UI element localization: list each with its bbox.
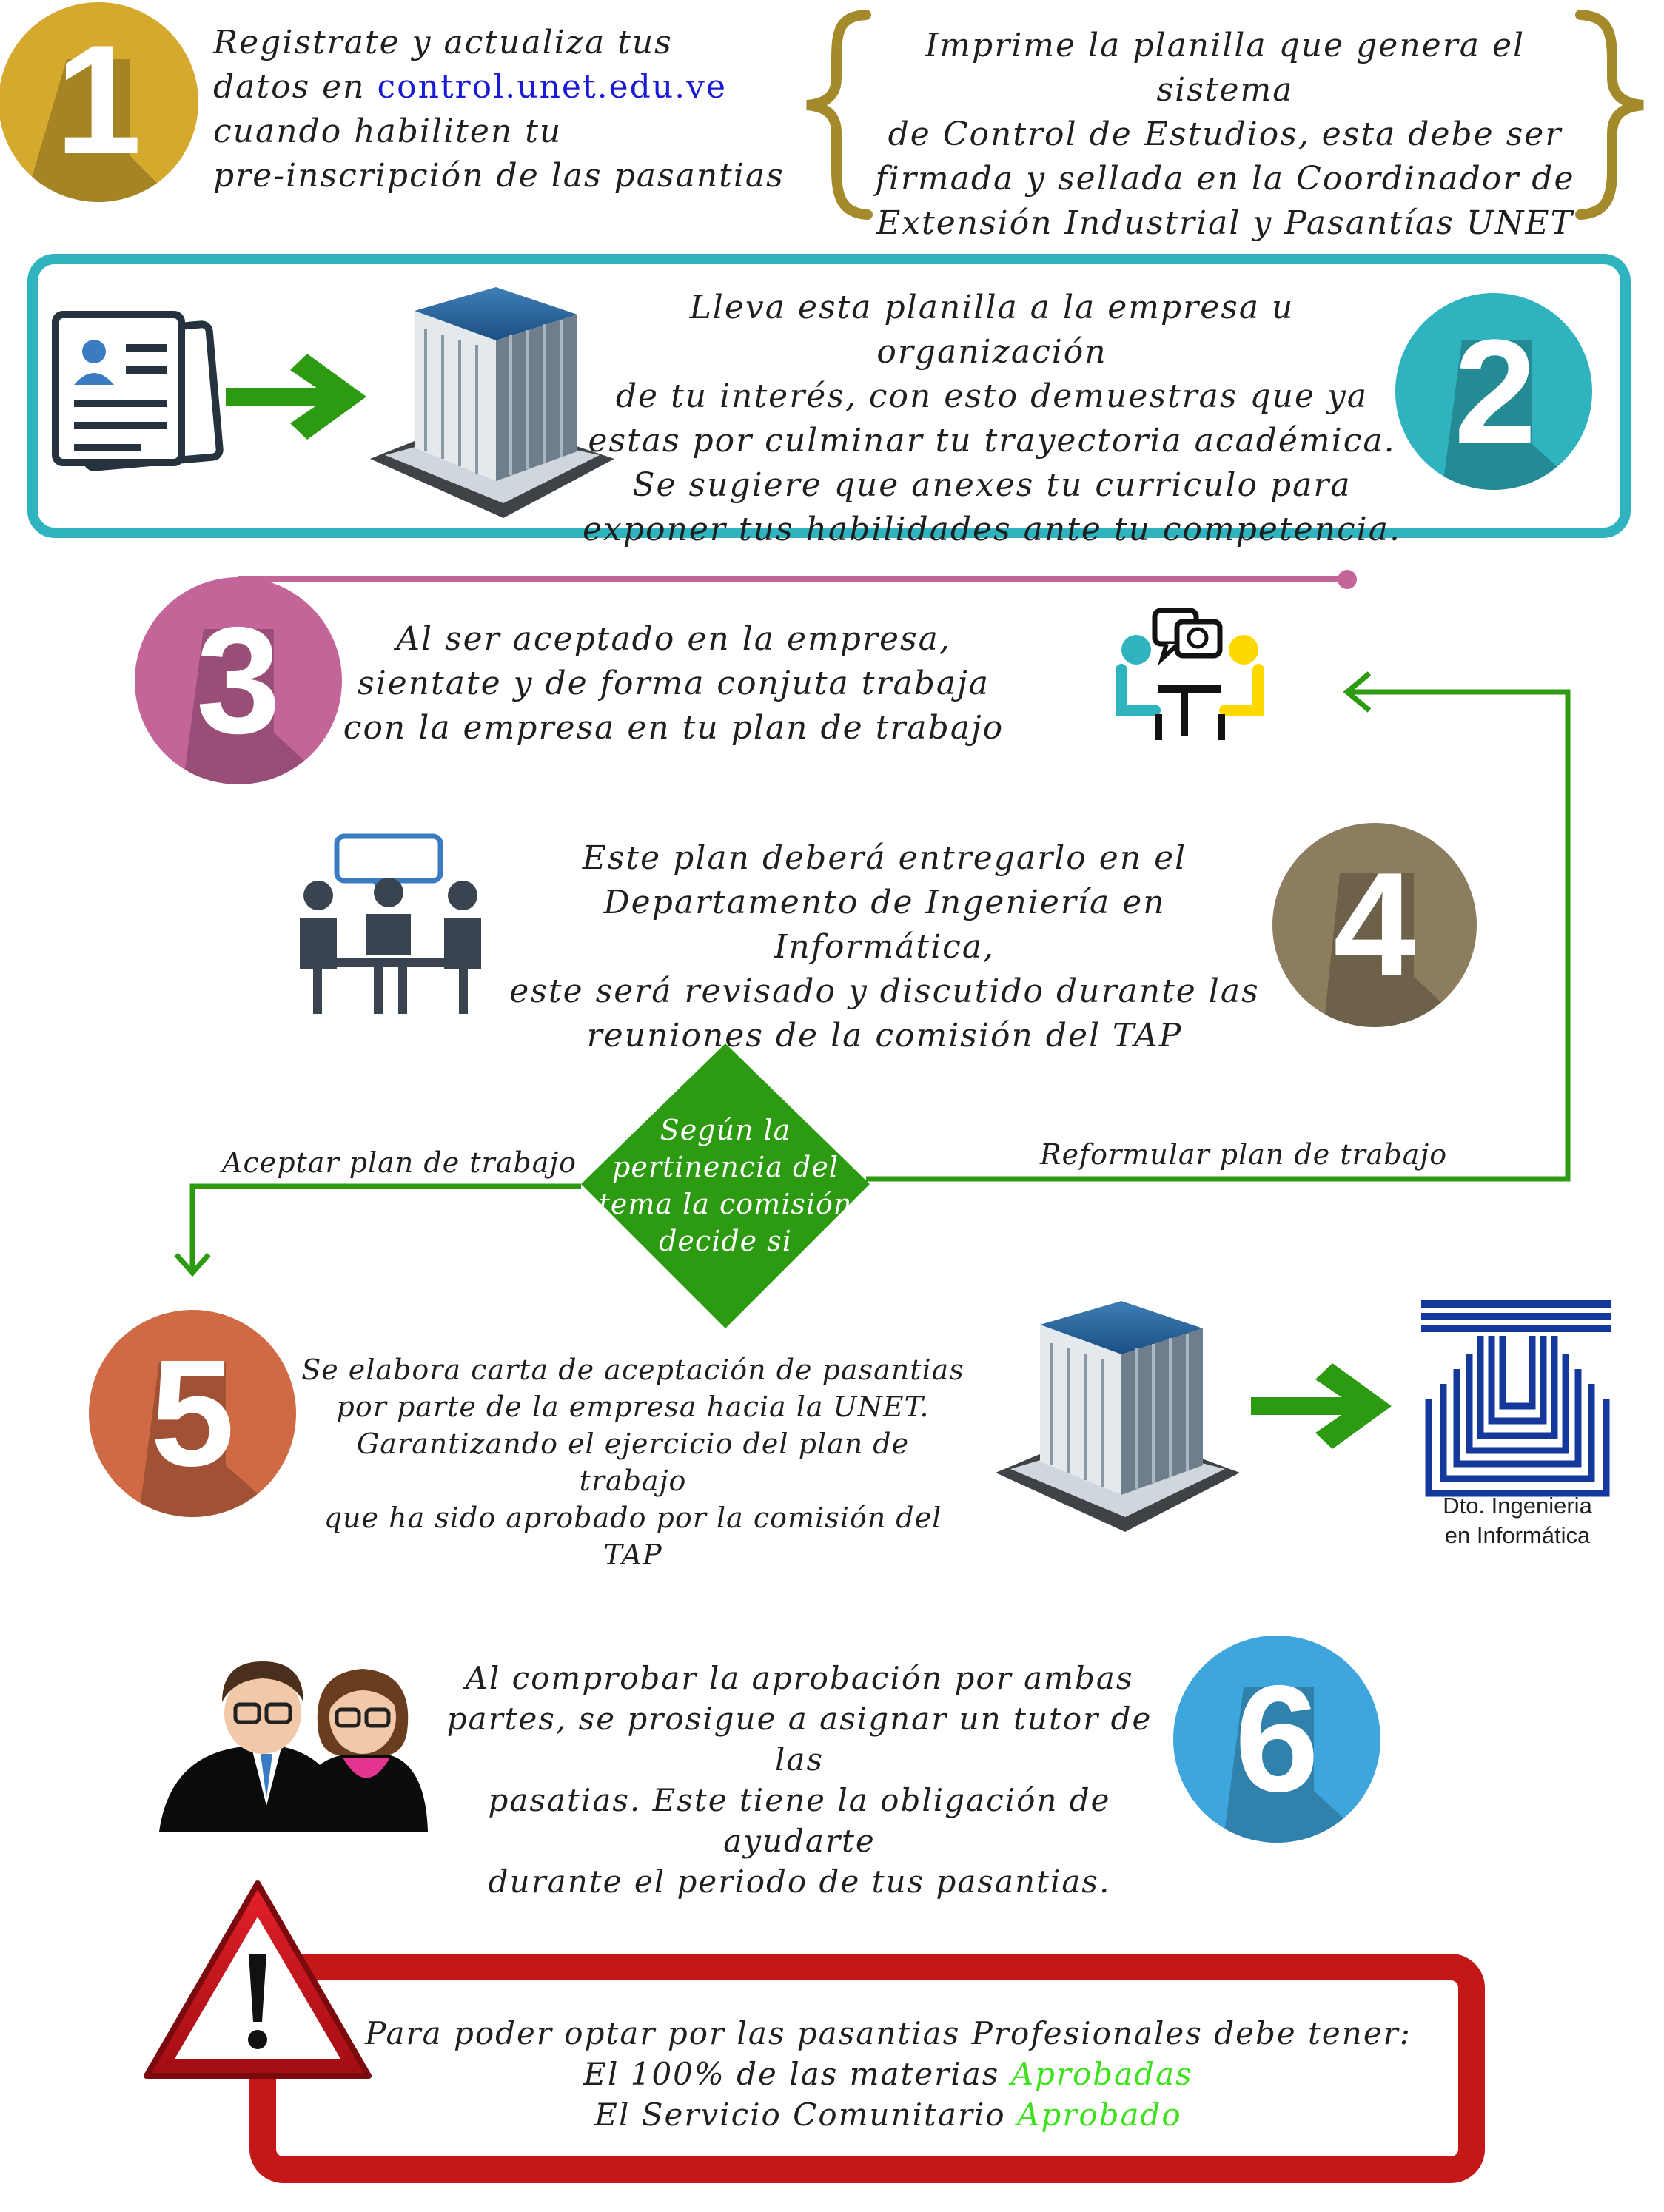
tutors-icon bbox=[159, 1661, 428, 1832]
warning-line1: Para poder optar por las pasantias Profesionales debe tener: bbox=[365, 2015, 1412, 2051]
step2-line: estas por culminar tu trayectoria académica. bbox=[588, 422, 1396, 460]
logo-caption bbox=[1414, 1491, 1621, 1550]
step3-connector bbox=[238, 570, 1357, 589]
accept-path bbox=[192, 1186, 581, 1269]
step4-number: 4 bbox=[1333, 842, 1416, 1007]
step3-line: Al ser aceptado en la empresa, bbox=[396, 620, 951, 658]
step2-line: Se sugiere que anexes tu curriculo para bbox=[632, 466, 1352, 504]
warning-text bbox=[363, 2013, 1414, 2135]
print-note-line: Imprime la planilla que genera el sistema bbox=[925, 27, 1526, 109]
step4-line: reuniones de la comisión del TAP bbox=[586, 1017, 1183, 1055]
step1-line: cuando habiliten tu bbox=[213, 112, 563, 150]
step4-text bbox=[492, 836, 1277, 1058]
step4-line: este será revisado y discutido durante las bbox=[509, 972, 1260, 1010]
meeting-chat-icon bbox=[1121, 611, 1258, 740]
step1-number: 1 bbox=[55, 13, 142, 186]
warning-line3-prefix: El Servicio Comunitario bbox=[594, 2097, 1018, 2133]
step5-number: 5 bbox=[150, 1328, 235, 1498]
step5-line: por parte de la empresa hacia la UNET. bbox=[336, 1391, 930, 1423]
step2-text bbox=[577, 286, 1406, 552]
decision-line: pertinencia del bbox=[612, 1151, 839, 1183]
step1-line: pre-inscripción de las pasantias bbox=[213, 157, 785, 195]
step2-number: 2 bbox=[1454, 309, 1537, 474]
arrow-right-icon-2 bbox=[1251, 1363, 1392, 1449]
decision-line: Según la bbox=[660, 1114, 791, 1146]
department-logo bbox=[1421, 1300, 1611, 1493]
step6-number: 6 bbox=[1234, 1654, 1319, 1823]
logo-caption-line: en Informática bbox=[1444, 1522, 1591, 1548]
step6-line: durante el periodo de tus pasantias. bbox=[488, 1863, 1111, 1900]
step1-text bbox=[213, 21, 791, 198]
step1-line bbox=[213, 65, 791, 110]
print-note-line: Extensión Industrial y Pasantías UNET bbox=[876, 204, 1574, 242]
control-unet-link[interactable]: control.unet.edu.ve bbox=[377, 68, 728, 106]
reformulate-label: Reformular plan de trabajo bbox=[1040, 1138, 1448, 1171]
step1-line: Registrate y actualiza tus bbox=[213, 24, 673, 61]
logo-caption-line: Dto. Ingenieria bbox=[1443, 1493, 1592, 1519]
step2-line: de tu interés, con esto demuestras que ya bbox=[615, 377, 1369, 415]
warning-line3 bbox=[363, 2094, 1414, 2135]
print-note-line: firmada y sellada en la Coordinador de bbox=[875, 160, 1575, 198]
step2-line: Lleva esta planilla a la empresa u organización bbox=[689, 289, 1295, 371]
decision-text bbox=[592, 1112, 859, 1260]
step3-number: 3 bbox=[195, 596, 281, 765]
step5-line: Se elabora carta de aceptación de pasantias bbox=[301, 1354, 964, 1386]
committee-meeting-icon bbox=[300, 836, 481, 1014]
step5-line: que ha sido aprobado por la comisión del TAP bbox=[323, 1502, 942, 1571]
decision-line: tema la comisión bbox=[598, 1188, 853, 1220]
step5-text bbox=[300, 1351, 966, 1573]
step6-line: partes, se prosigue a asignar un tutor de las bbox=[446, 1701, 1153, 1778]
print-note-text bbox=[855, 24, 1595, 246]
step6-line: Al comprobar la aprobación por ambas bbox=[465, 1660, 1134, 1696]
warning-line2 bbox=[363, 2054, 1414, 2094]
step4-line: Este plan deberá entregarlo en el bbox=[582, 839, 1187, 877]
step6-text bbox=[433, 1658, 1166, 1902]
step3-line: sientate y de forma conjuta trabaja bbox=[357, 665, 990, 702]
step2-line: exponer tus habilidades ante tu competencia. bbox=[583, 511, 1401, 548]
approved-status: Aprobado bbox=[1017, 2097, 1182, 2133]
step1-line-prefix: datos en bbox=[213, 68, 378, 106]
warning-line2-prefix: El 100% de las materias bbox=[583, 2056, 1011, 2092]
print-note-line: de Control de Estudios, esta debe ser bbox=[888, 115, 1563, 153]
building-icon-2 bbox=[996, 1301, 1240, 1532]
document-icon bbox=[56, 315, 221, 468]
step3-text bbox=[340, 617, 1007, 750]
accept-label: Aceptar plan de trabajo bbox=[222, 1146, 577, 1179]
step6-line: pasatias. Este tiene la obligación de ayudarte bbox=[488, 1782, 1111, 1859]
step5-line: Garantizando el ejercicio del plan de trabajo bbox=[356, 1428, 910, 1497]
step4-line: Departamento de Ingeniería en Informática, bbox=[603, 884, 1166, 966]
approved-status: Aprobadas bbox=[1010, 2056, 1193, 2092]
decision-line: decide si bbox=[659, 1225, 792, 1257]
step3-line: con la empresa en tu plan de trabajo bbox=[343, 709, 1004, 747]
